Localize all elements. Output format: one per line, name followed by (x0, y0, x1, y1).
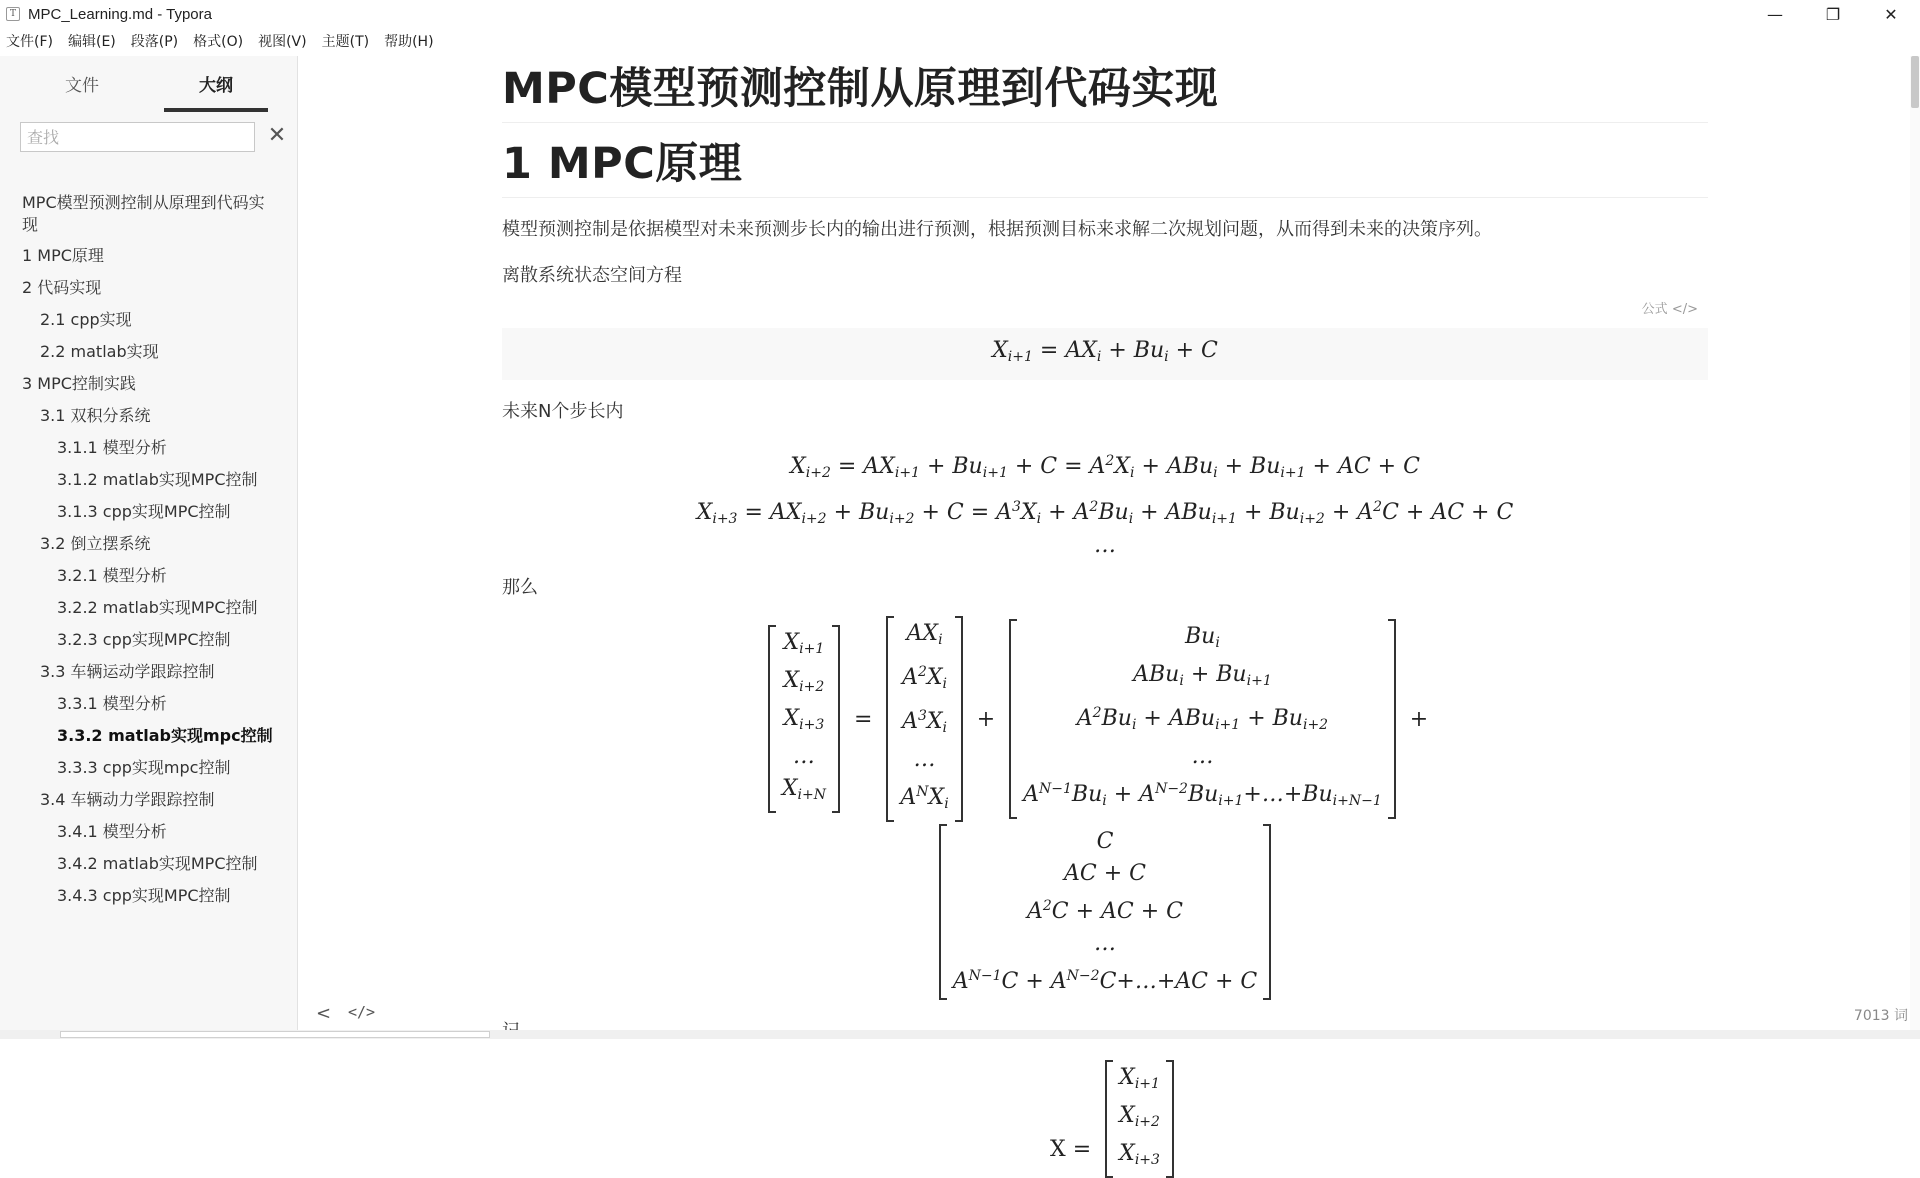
math-block-matrix-equation[interactable] (502, 616, 1708, 1000)
matrix-row: $X_{i+1}$ $X_{i+2}$ $X_{i+3}$ … $X_{i+N}$ = $AX_i$ $A^2X_i$ $A^3X_i$ … $A^NX_i$ + $Bu_i$ $ABu_i + Bu_{i+1}$ $A^2Bu_i + ABu_{i+1} + Bu_{i+2}$ … $A^{N-1}Bu_i$ + $A^{N-2}Bu_{i+1}+\dots+Bu_{i+N-1}$ + (502, 616, 1708, 822)
outline-item[interactable]: 2.2 matlab实现 (40, 342, 159, 361)
outline-item[interactable]: 3.4.1 模型分析 (57, 822, 167, 841)
outline-item[interactable]: 3.1.1 模型分析 (57, 438, 167, 457)
sidebar-tabs (0, 66, 298, 112)
source-mode-icon[interactable]: </> (348, 1003, 376, 1021)
matrix-c: C AC + C $A^2C$ + AC + C … $A^{N-1}C$ + $A^{N-2}C+\dots+AC + C$ (939, 824, 1272, 1000)
paragraph-then[interactable]: 那么 (502, 577, 538, 598)
vertical-scrollbar[interactable] (1910, 56, 1920, 1031)
close-button[interactable]: ✕ (1884, 4, 1898, 24)
paragraph-intro[interactable]: 模型预测控制是依据模型对未来预测步长内的输出进行预测，根据预测目标来求解二次规划问题，从而得到未来的决策序列。 (502, 219, 1492, 240)
horizontal-scrollbar[interactable] (0, 1030, 1920, 1039)
math-label (1642, 298, 1698, 317)
outline-item[interactable]: 3.1.3 cpp实现MPC控制 (57, 502, 231, 521)
window-title: MPC_Learning.md - Typora (28, 5, 212, 23)
matrix-x-def: $X_{i+1}$ $X_{i+2}$ $X_{i+3}$ (1105, 1060, 1174, 1178)
math-block-future-states[interactable] (502, 444, 1708, 556)
math-line: … (1094, 533, 1116, 558)
horizontal-scroll-thumb[interactable] (60, 1031, 490, 1038)
outline-item[interactable]: 3.4.3 cpp实现MPC控制 (57, 886, 231, 905)
outline-item[interactable]: 3.4.2 matlab实现MPC控制 (57, 854, 258, 873)
outline-item[interactable]: 3.2.2 matlab实现MPC控制 (57, 598, 258, 617)
menu-format[interactable]: 格式(O) (193, 34, 244, 50)
outline-item[interactable]: 3.2.3 cpp实现MPC控制 (57, 630, 231, 649)
outline-item[interactable]: 3.3 车辆运动学跟踪控制 (40, 662, 215, 681)
section-heading[interactable]: 1 MPC原理 (502, 133, 1708, 198)
source-code-icon[interactable]: </> (1671, 302, 1698, 317)
paragraph-state-space[interactable]: 离散系统状态空间方程 (502, 265, 682, 286)
status-bar (300, 995, 1908, 1029)
outline-item[interactable]: 3.1 双积分系统 (40, 406, 151, 425)
typora-app-icon: T (6, 7, 20, 21)
menu-file[interactable]: 文件(F) (6, 34, 53, 50)
outline-search-input[interactable] (20, 122, 255, 152)
matrix-bu: $Bu_i$ $ABu_i + Bu_{i+1}$ $A^2Bu_i + ABu_{i+1} + Bu_{i+2}$ … $A^{N-1}Bu_i$ + $A^{N-2}Bu_{i+1}+\dots+Bu_{i+N-1}$ (1009, 619, 1396, 819)
outline-item[interactable]: 3.4 车辆动力学跟踪控制 (40, 790, 215, 809)
outline-item[interactable]: 2 代码实现 (22, 278, 102, 297)
math-block-definition[interactable] (502, 1060, 1708, 1178)
math-line: $X_{i+3} = AX_{i+2} + Bu_{i+2} + C = A^3X_i + A^2Bu_i + ABu_{i+1} + Bu_{i+2} + A^2C$ + AC + C (696, 499, 1514, 527)
math-line: $X_{i+1} = AX_i + Bu_i + C$ (992, 338, 1218, 365)
chevron-left-icon[interactable]: < (316, 1003, 332, 1024)
paragraph-future[interactable]: 未来N个步长内 (502, 401, 624, 422)
tab-files[interactable]: 文件 (65, 76, 99, 96)
matrix-ax: $AX_i$ $A^2X_i$ $A^3X_i$ … $A^NX_i$ (886, 616, 962, 822)
outline-item[interactable]: 3.2 倒立摆系统 (40, 534, 151, 553)
outline-item[interactable]: 2.1 cpp实现 (40, 310, 132, 329)
window-controls (1746, 0, 1920, 28)
math-label-text: 公式 (1641, 302, 1668, 317)
outline-item[interactable]: 1 MPC原理 (22, 246, 104, 265)
menu-help[interactable]: 帮助(H) (384, 34, 434, 50)
outline-item[interactable]: 3.2.1 模型分析 (57, 566, 167, 585)
menu-paragraph[interactable]: 段落(P) (130, 34, 179, 50)
clear-search-icon[interactable]: ✕ (267, 123, 287, 148)
outline-item[interactable]: 3 MPC控制实践 (22, 374, 136, 393)
outline-item[interactable]: 3.1.2 matlab实现MPC控制 (57, 470, 258, 489)
math-block-state-equation[interactable] (502, 302, 1708, 380)
math-line: $X_{i+2} = AX_{i+1} + Bu_{i+1} + C = A^2X_i + ABu_i + Bu_{i+1}$ + AC + C (790, 453, 1420, 481)
menu-theme[interactable]: 主题(T) (321, 34, 370, 50)
outline-item[interactable]: 3.3.1 模型分析 (57, 694, 167, 713)
matrix-row (502, 824, 1708, 1000)
minimize-button[interactable]: — (1767, 4, 1783, 24)
title-bar (0, 0, 1920, 28)
document-title-heading[interactable]: MPC模型预测控制从原理到代码实现 (502, 58, 1708, 123)
sidebar (0, 56, 298, 1039)
matrix-x: $X_{i+1}$ $X_{i+2}$ $X_{i+3}$ … $X_{i+N}$ (768, 625, 840, 813)
menu-view[interactable]: 视图(V) (258, 34, 307, 50)
outline-item[interactable]: MPC模型预测控制从原理到代码实现 (22, 193, 265, 234)
outline-item[interactable]: 3.3.3 cpp实现mpc控制 (57, 758, 231, 777)
outline-list (0, 188, 298, 912)
editor-area[interactable] (300, 56, 1908, 1168)
tab-outline[interactable]: 大纲 (164, 66, 268, 112)
outline-item-active[interactable]: 3.3.2 matlab实现mpc控制 (57, 726, 273, 745)
matrix-row: X = $X_{i+1}$ $X_{i+2}$ $X_{i+3}$ (502, 1060, 1708, 1178)
word-count[interactable]: 7013 词 (1853, 1008, 1908, 1024)
menu-edit[interactable]: 编辑(E) (67, 34, 116, 50)
menu-bar (0, 28, 449, 54)
restore-button[interactable]: ❐ (1825, 4, 1841, 24)
vertical-scroll-thumb[interactable] (1911, 56, 1919, 108)
